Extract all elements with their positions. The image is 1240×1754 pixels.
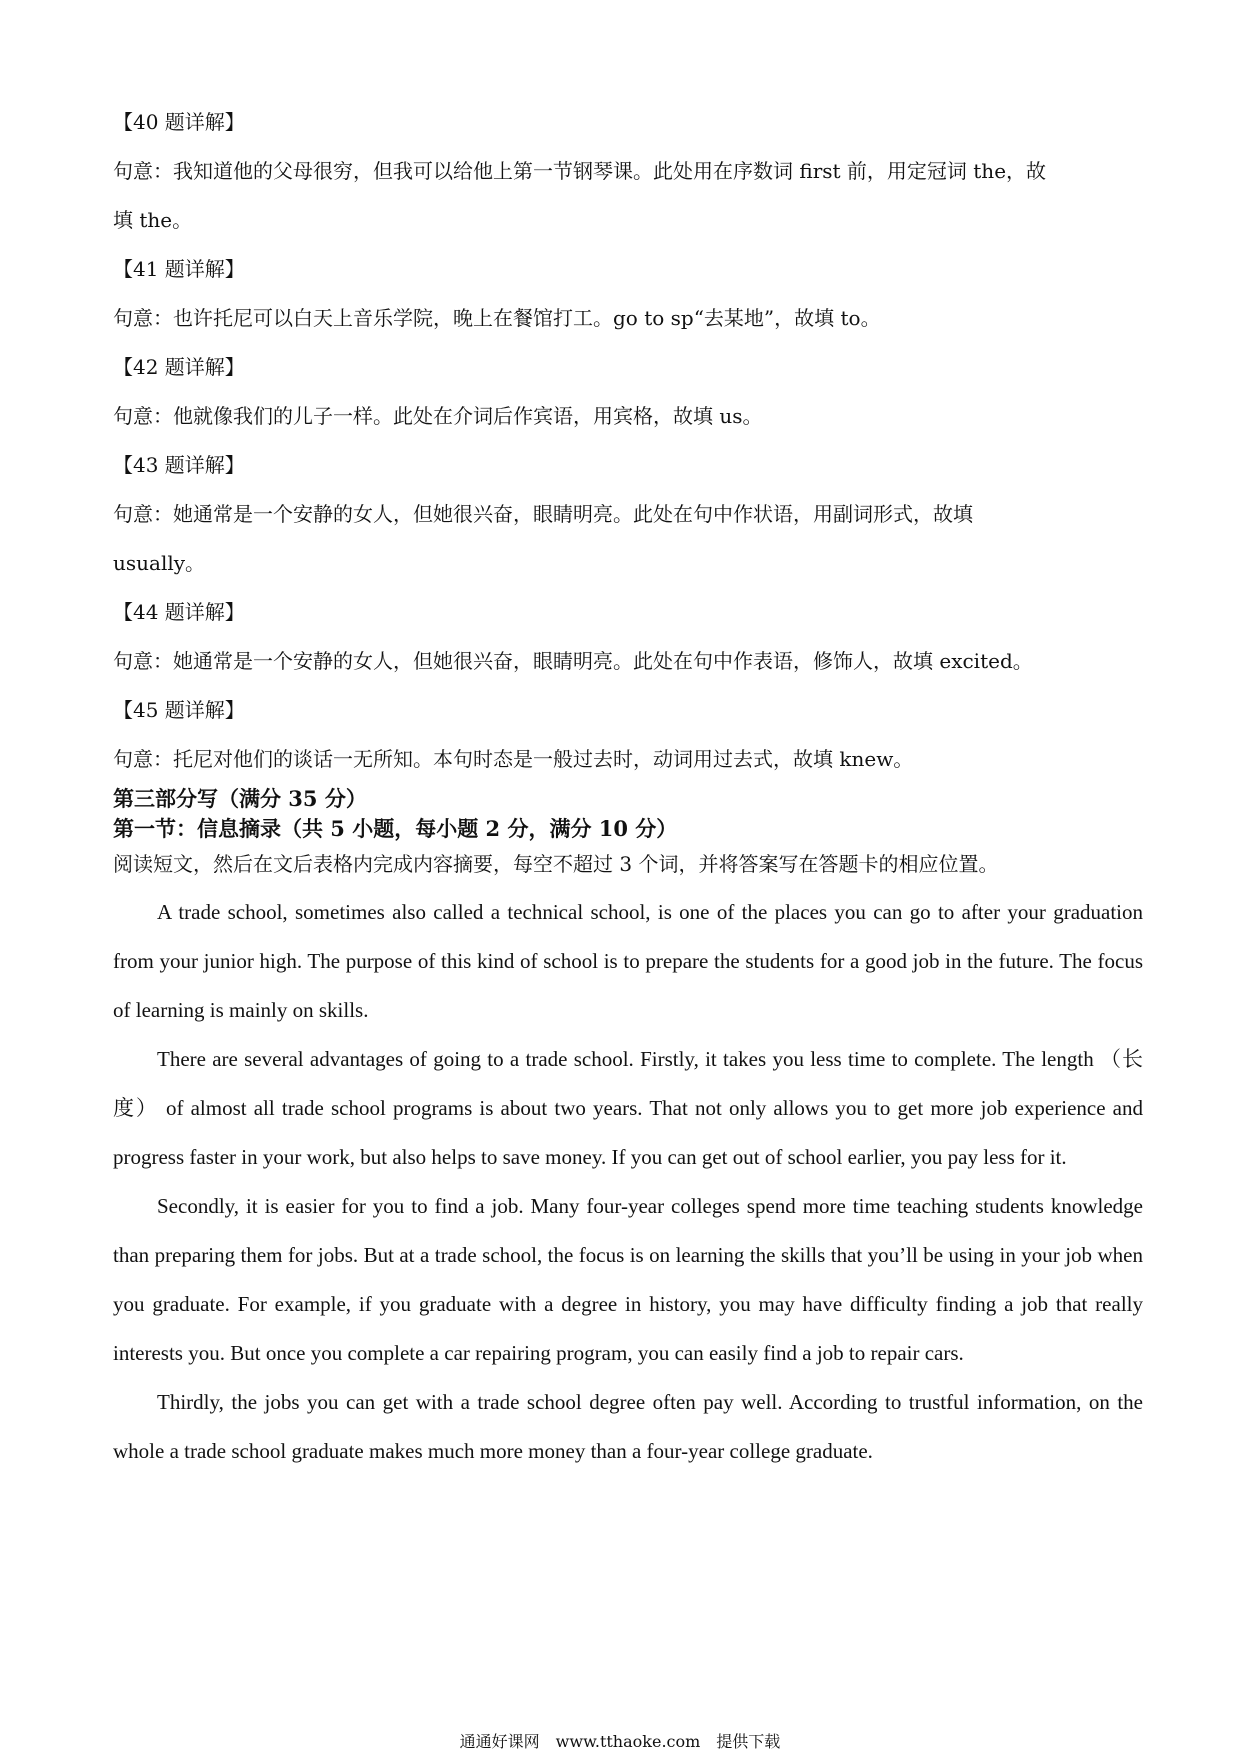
explanation-header: 【42 题详解】 bbox=[113, 355, 245, 379]
page-footer: 通通好课网 www.tthaoke.com 提供下载 bbox=[459, 1732, 781, 1751]
explanation-line: 句意：托尼对他们的谈话一无所知。本句时态是一般过去时，动词用过去式，故填 knew。 bbox=[113, 747, 914, 771]
explanation-line: 填 the。 bbox=[113, 208, 193, 232]
passage-paragraph: A trade school, sometimes also called a technical school, is one of the places you can go to after your graduation from your junior high. The purpose of this kind of school is to prepare the students for a good job in the future. The focus of learning is mainly on skills. bbox=[113, 900, 1143, 1022]
explanation-line: usually。 bbox=[113, 551, 206, 575]
explanation-line: 句意：他就像我们的儿子一样。此处在介词后作宾语，用宾格，故填 us。 bbox=[113, 404, 763, 428]
explanation-header: 【44 题详解】 bbox=[113, 600, 245, 624]
explanation-43 bbox=[113, 441, 1143, 588]
explanation-44 bbox=[113, 588, 1143, 686]
part-title: 第三部分写（满分 35 分） bbox=[113, 786, 367, 811]
passage-paragraph: Secondly, it is easier for you to find a job. Many four-year colleges spend more time teaching students knowledge than preparing them for jobs. But at a trade school, the focus is on learning the skills that you’ll be using in your job when you graduate. For example, if you graduate with a degree in history, you may have difficulty finding a job that really interests you. But once you complete a car repairing program, you can easily find a job to repair cars. bbox=[113, 1194, 1143, 1365]
explanation-header: 【40 题详解】 bbox=[113, 110, 245, 134]
page-content bbox=[113, 98, 1143, 1476]
reading-passage bbox=[113, 888, 1143, 1476]
explanation-line: 句意：我知道他的父母很穷，但我可以给他上第一节钢琴课。此处用在序数词 first 前，用定冠词 the，故 bbox=[113, 159, 1047, 183]
explanation-header: 【41 题详解】 bbox=[113, 257, 245, 281]
section-title: 第一节：信息摘录（共 5 小题，每小题 2 分，满分 10 分） bbox=[113, 816, 678, 841]
explanation-header: 【43 题详解】 bbox=[113, 453, 245, 477]
explanation-41 bbox=[113, 245, 1143, 343]
passage-paragraph: Thirdly, the jobs you can get with a trade school degree often pay well. According to trustful information, on the whole a trade school graduate makes much more money than a four-year college graduate. bbox=[113, 1390, 1143, 1463]
passage-paragraph: There are several advantages of going to a trade school. Firstly, it takes you less time to complete. The length （长度） of almost all trade school programs is about two years. That not only allows you to get more job experience and progress faster in your work, but also helps to save money. If you can get out of school earlier, you pay less for it. bbox=[113, 1047, 1143, 1169]
explanation-42 bbox=[113, 343, 1143, 441]
instruction: 阅读短文，然后在文后表格内完成内容摘要，每空不超过 3 个词，并将答案写在答题卡的相应位置。 bbox=[113, 852, 999, 876]
explanation-40 bbox=[113, 98, 1143, 245]
explanation-45 bbox=[113, 686, 1143, 784]
explanation-line: 句意：她通常是一个安静的女人，但她很兴奋，眼睛明亮。此处在句中作表语，修饰人，故填 excited。 bbox=[113, 649, 1033, 673]
explanation-line: 句意：也许托尼可以白天上音乐学院，晚上在餐馆打工。go to sp“去某地”，故填 to。 bbox=[113, 306, 881, 330]
explanation-line: 句意：她通常是一个安静的女人，但她很兴奋，眼睛明亮。此处在句中作状语，用副词形式，故填 bbox=[113, 502, 973, 526]
explanation-header: 【45 题详解】 bbox=[113, 698, 245, 722]
